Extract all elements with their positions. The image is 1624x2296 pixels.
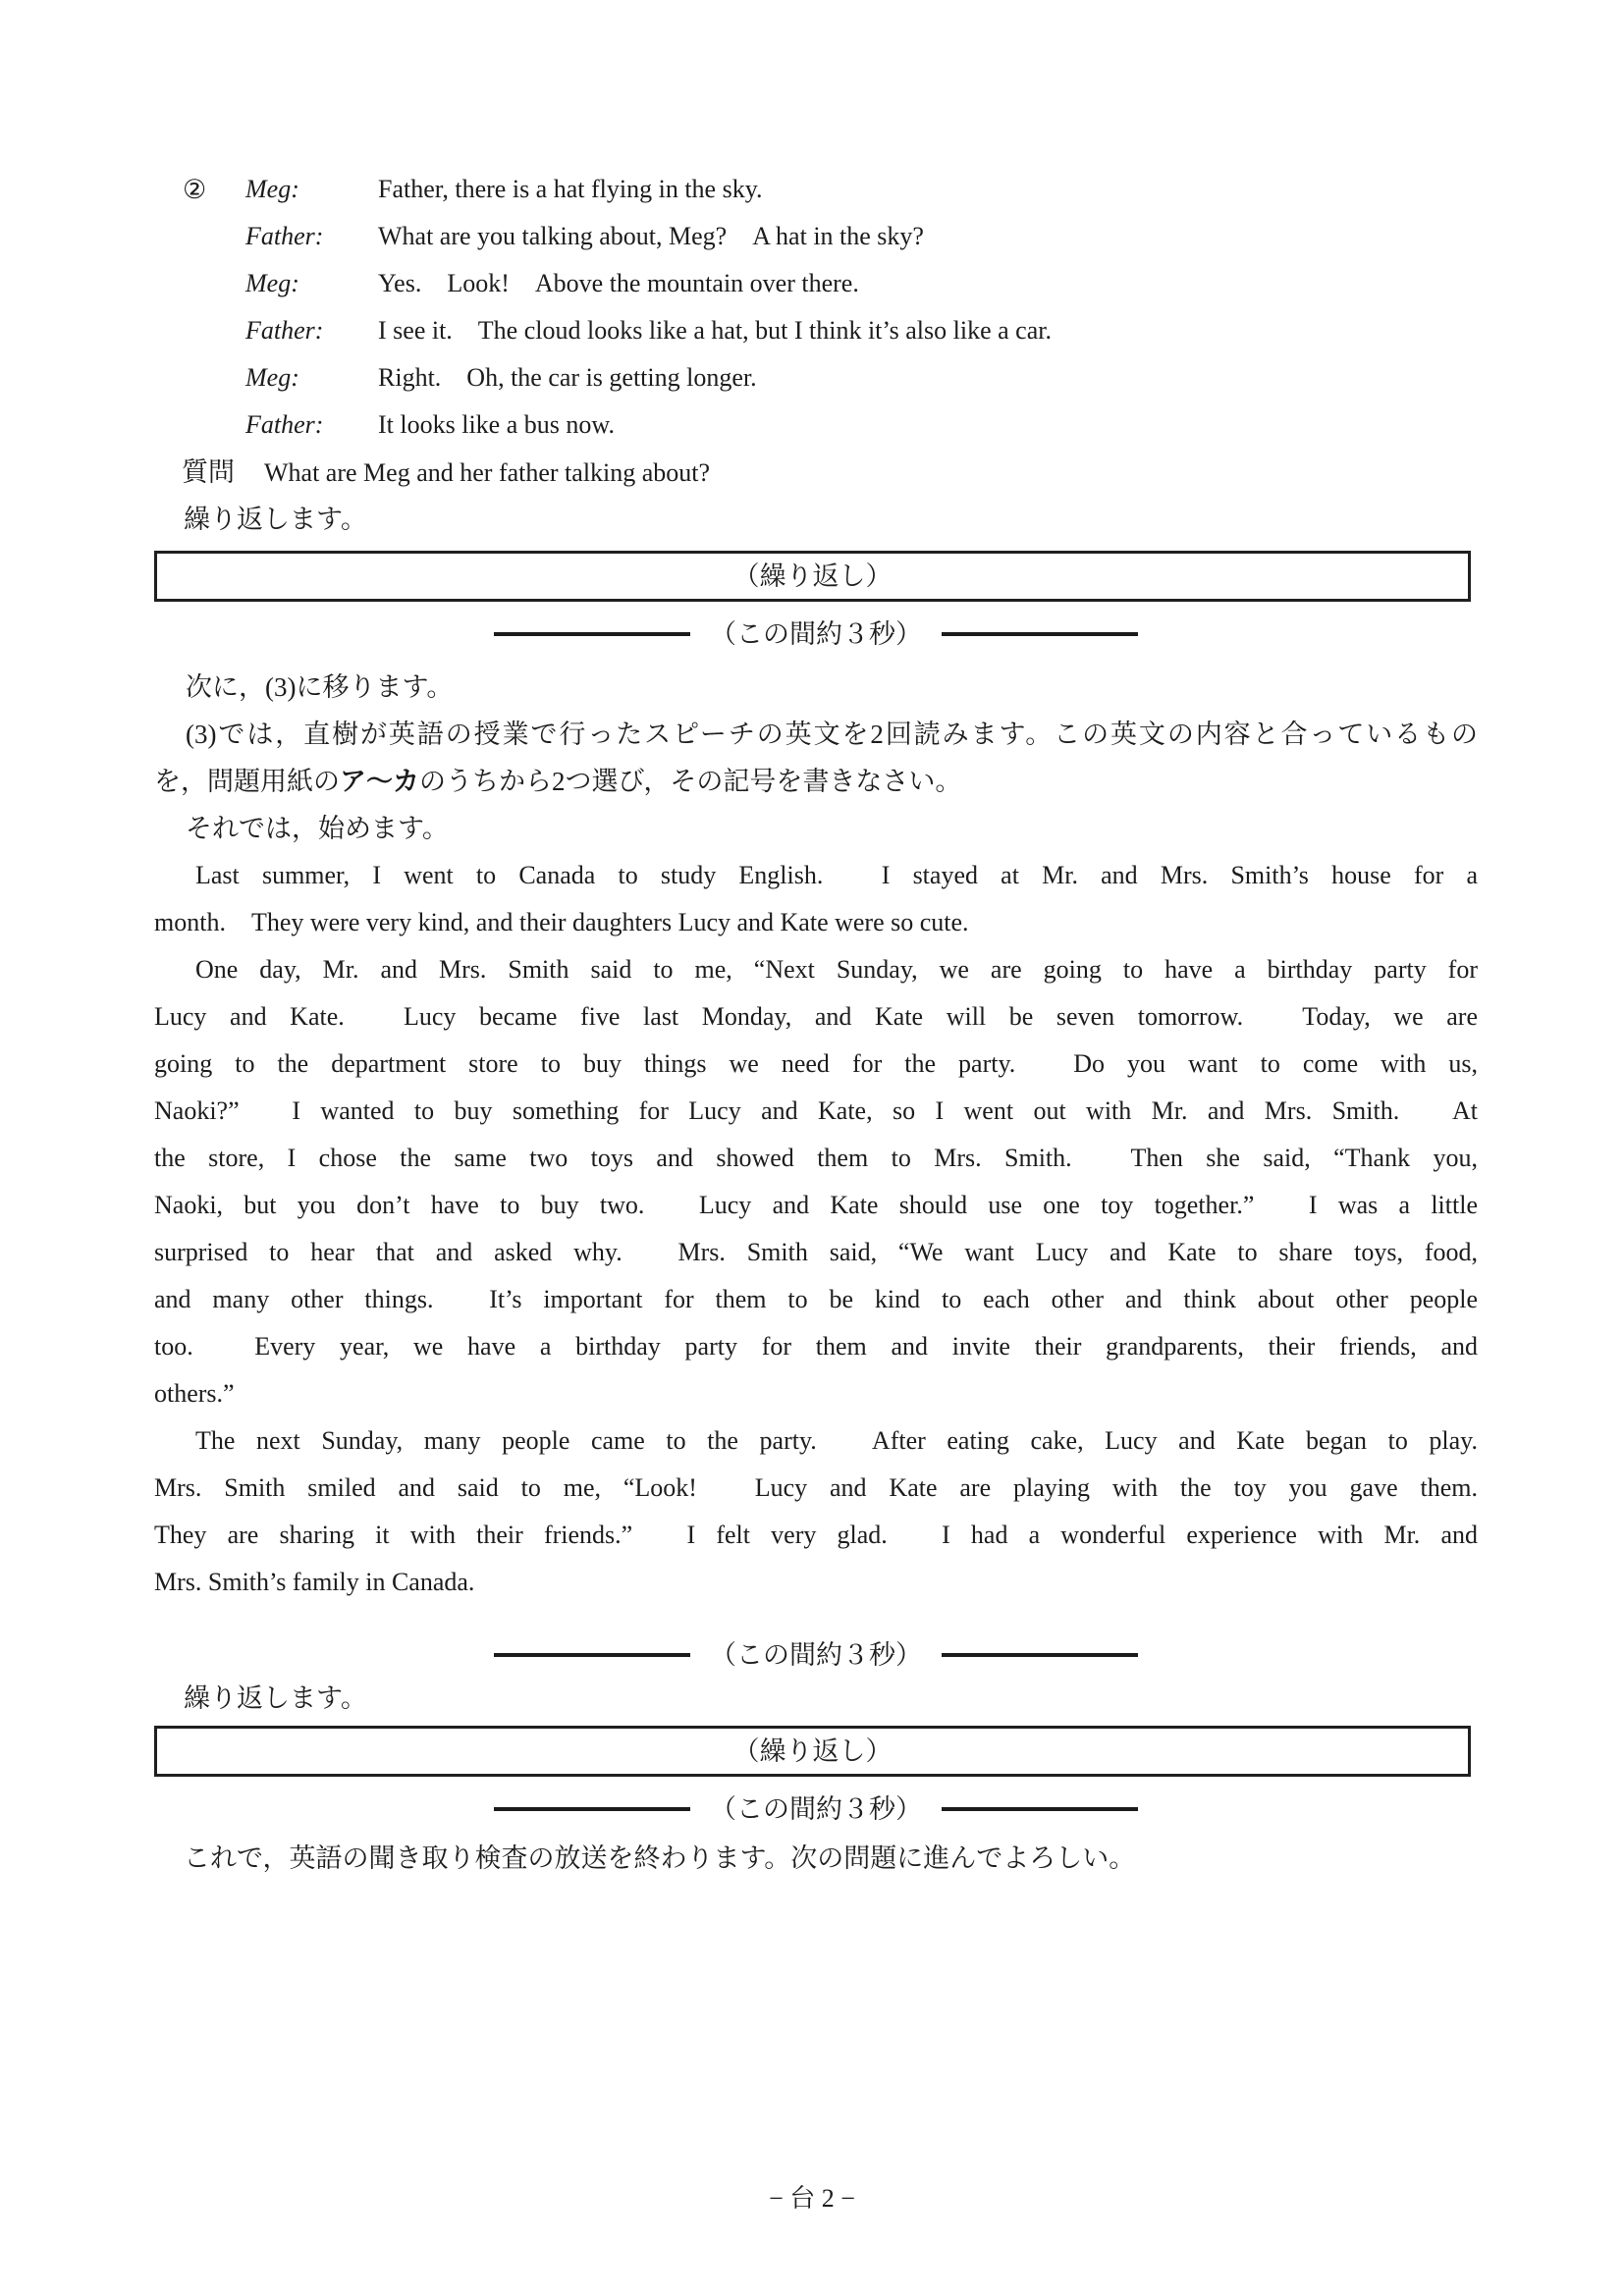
divider-rule-left [494, 1807, 690, 1811]
dialogue-line-text: Father, there is a hat flying in the sky. [378, 175, 763, 203]
dialogue-line-text: Yes. Look! Above the mountain over there. [378, 269, 859, 297]
speech-line: surprised to hear that and asked why. Mrs. Smith said, “We want Lucy and Kate to share toys, food, [154, 1238, 1478, 1266]
dialogue-speaker-label: Father: [245, 410, 324, 439]
question-label: 質問 [182, 457, 235, 487]
dialogue-line-text: Right. Oh, the car is getting longer. [378, 363, 757, 392]
pause-divider-3 [154, 1786, 1478, 1833]
speech-paragraph [154, 1417, 1478, 1606]
pause-duration-text: （この間約３秒） [710, 1640, 922, 1670]
speech-line: month. They were very kind, and their daughters Lucy and Kate were so cute. [154, 908, 969, 936]
speech-line: Naoki, but you don’t have to buy two. Lucy and Kate should use one toy together.” I was a little [154, 1191, 1478, 1219]
speech-line: going to the department store to buy things we need for the party. Do you want to come with us, [154, 1049, 1478, 1078]
divider-rule-right [942, 632, 1138, 636]
part3-start-line: それでは，始めます。 [186, 814, 449, 843]
speech-line: Lucy and Kate. Lucy became five last Monday, and Kate will be seven tomorrow. Today, we are [154, 1002, 1478, 1031]
speech-body [154, 852, 1478, 1606]
dialogue-line-text: What are you talking about, Meg? A hat in the sky? [378, 222, 924, 250]
closing-announcement: これで，英語の聞き取り検査の放送を終わります。次の問題に進んでよろしい。 [184, 1843, 1136, 1873]
speech-line: They are sharing it with their friends.” I felt very glad. I had a wonderful experience with Mr. and [154, 1521, 1478, 1549]
choices-range-bold: ア～カ [340, 767, 419, 796]
dialogue-speaker-label: Meg: [245, 269, 299, 297]
pause-divider-1 [154, 611, 1478, 658]
speech-line: Last summer, I went to Canada to study English. I stayed at Mr. and Mrs. Smith’s house for a [195, 861, 1478, 889]
repeat-box-2: （繰り返し） [154, 1726, 1471, 1777]
dialogue-line [0, 213, 1624, 260]
speech-line: The next Sunday, many people came to the party. After eating cake, Lucy and Kate began to play. [195, 1426, 1478, 1455]
question-line [182, 449, 710, 496]
dialogue-line [0, 401, 1624, 449]
pause-divider-2 [154, 1631, 1478, 1679]
dialogue-line [0, 354, 1624, 401]
repeat-announcement-1: 繰り返します。 [184, 505, 367, 534]
instruction-line2-prefix: を，問題用紙の [154, 767, 340, 796]
divider-rule-right [942, 1653, 1138, 1657]
speech-line: and many other things. It’s important for them to be kind to each other and think about other people [154, 1285, 1478, 1313]
dialogue-speaker-label: Meg: [245, 363, 299, 392]
speech-line: Naoki?” I wanted to buy something for Lucy and Kate, so I went out with Mr. and Mrs. Smith. At [154, 1096, 1478, 1125]
pause-duration-text: （この間約３秒） [710, 619, 922, 649]
dialogue-speaker-label: Father: [245, 222, 324, 250]
repeat-box-1: （繰り返し） [154, 551, 1471, 602]
speech-line: Mrs. Smith’s family in Canada. [154, 1568, 475, 1596]
part3-instruction-line-1: (3)では，直樹が英語の授業で行ったスピーチの英文を2回読みます。この英文の内容と合っているもの [186, 720, 1478, 749]
divider-rule-left [494, 632, 690, 636]
part3-instruction-line-2 [154, 758, 1478, 805]
speech-line: others.” [154, 1379, 235, 1408]
divider-rule-right [942, 1807, 1138, 1811]
speech-paragraph [154, 852, 1478, 946]
speech-paragraph [154, 946, 1478, 1417]
dialogue-line [0, 166, 1624, 213]
repeat-announcement-2: 繰り返します。 [184, 1683, 367, 1713]
pause-duration-text: （この間約３秒） [710, 1794, 922, 1824]
dialogue-line [0, 307, 1624, 354]
dialogue-line [0, 260, 1624, 307]
divider-rule-left [494, 1653, 690, 1657]
speech-line: too. Every year, we have a birthday party for them and invite their grandparents, their friends, and [154, 1332, 1478, 1361]
dialogue-section [0, 166, 1624, 449]
instruction-line2-suffix: のうちから2つ選び，その記号を書きなさい。 [419, 767, 962, 796]
part3-instructions [154, 664, 1478, 852]
speech-line: Mrs. Smith smiled and said to me, “Look! Lucy and Kate are playing with the toy you gave them. [154, 1473, 1478, 1502]
part3-lead-line: 次に，(3)に移ります。 [186, 672, 454, 702]
question-text: What are Meg and her father talking about? [264, 458, 711, 487]
dialogue-line-text: I see it. The cloud looks like a hat, but I think it’s also like a car. [378, 316, 1052, 345]
speech-line: the store, I chose the same two toys and showed them to Mrs. Smith. Then she said, “Thank you, [154, 1144, 1478, 1172]
dialogue-number-marker: ② [183, 175, 207, 204]
dialogue-speaker-label: Meg: [245, 175, 299, 203]
speech-line: One day, Mr. and Mrs. Smith said to me, “Next Sunday, we are going to have a birthday party for [195, 955, 1478, 984]
page-number: − 台 2 − [769, 2184, 855, 2213]
dialogue-speaker-label: Father: [245, 316, 324, 345]
dialogue-line-text: It looks like a bus now. [378, 410, 615, 439]
